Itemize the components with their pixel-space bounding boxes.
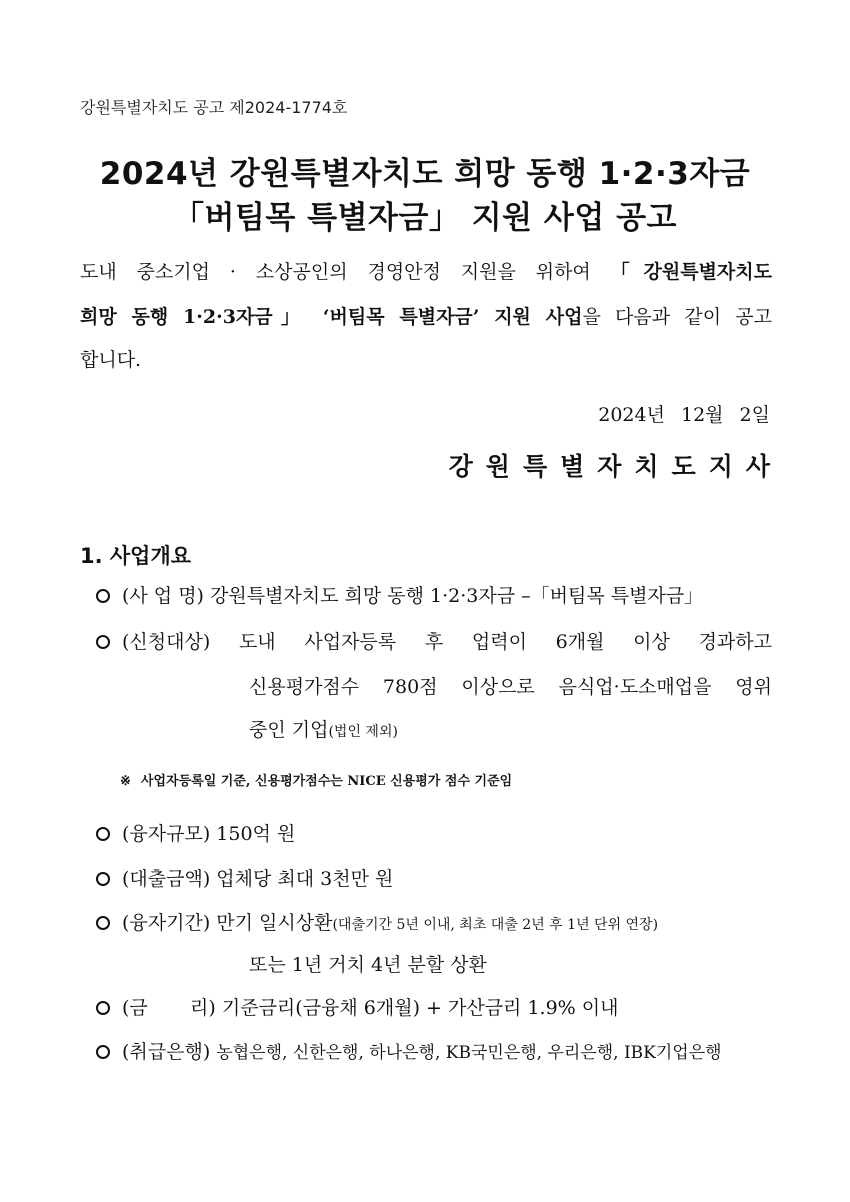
eligibility-exclusion: (법인 제외) — [328, 724, 398, 740]
list-item-project-name — [96, 585, 772, 607]
item-label: (사 업 명) — [122, 585, 204, 607]
list-item-banks — [96, 1041, 772, 1064]
item-label: (금 리) — [122, 997, 216, 1019]
circle-bullet-icon — [96, 827, 110, 841]
list-item-loan-scale — [96, 823, 772, 845]
intro-line1-text: 도내 중소기업 · 소상공인의 경영안정 지원을 위하여 — [80, 261, 611, 283]
loan-period-continued: 또는 1년 거치 4년 분할 상환 — [249, 954, 487, 976]
circle-bullet-icon — [96, 589, 110, 603]
item-label: (대출금액) — [122, 868, 211, 890]
list-item-interest-rate — [96, 997, 772, 1019]
eligibility-continued-1: 신용평가점수 780점 이상으로 음식업·도소매업을 영위 — [249, 676, 772, 698]
circle-bullet-icon — [96, 1045, 110, 1059]
intro-line2 — [80, 307, 772, 327]
intro-line3: 합니다. — [80, 349, 142, 371]
circle-bullet-icon — [96, 1001, 110, 1015]
circle-bullet-icon — [96, 916, 110, 930]
item-label: (융자기간) — [122, 912, 211, 934]
item-text: 만기 일시상환 — [216, 912, 333, 934]
intro-line2-bold: 희망 동행 1·2·3자금」 ‘버팀목 특별자금’ 지원 사업 — [80, 306, 583, 328]
document-title-line2: 「버팀목 특별자금」 지원 사업 공고 — [173, 200, 677, 236]
item-text-detail: (대출기간 5년 이내, 최초 대출 2년 후 1년 단위 연장) — [332, 917, 659, 933]
eligibility-text: 중인 기업 — [249, 719, 329, 741]
item-label: (융자규모) — [122, 823, 211, 845]
governor-signature: 강원특별자치도지사 — [448, 452, 783, 481]
item-label: (신청대상) — [122, 631, 211, 653]
intro-line1 — [80, 262, 772, 282]
item-text: 강원특별자치도 희망 동행 1·2·3자금 –「버팀목 특별자금」 — [210, 585, 704, 607]
item-text: 농협은행, 신한은행, 하나은행, KB국민은행, 우리은행, IBK기업은행 — [216, 1043, 722, 1063]
item-text: 150억 원 — [216, 823, 296, 845]
list-item-eligibility — [96, 631, 772, 653]
notice-number: 강원특별자치도 공고 제2024-1774호 — [80, 98, 348, 117]
document-title-line1: 2024년 강원특별자치도 희망 동행 1·2·3자금 — [99, 156, 751, 192]
item-text: 도내 사업자등록 후 업력이 6개월 이상 경과하고 — [238, 631, 772, 653]
list-item-loan-amount — [96, 868, 772, 890]
reference-mark-icon: ※ — [120, 774, 131, 789]
footnote — [120, 770, 512, 789]
eligibility-continued-2 — [249, 719, 772, 743]
notice-date: 2024년 12월 2일 — [598, 404, 770, 426]
circle-bullet-icon — [96, 635, 110, 649]
circle-bullet-icon — [96, 872, 110, 886]
intro-line1-bold: 「강원특별자치도 — [610, 261, 772, 283]
item-text: 업체당 최대 3천만 원 — [216, 868, 394, 890]
intro-line2-text: 을 다음과 같이 공고 — [582, 306, 773, 328]
item-label: (취급은행) — [122, 1041, 211, 1063]
list-item-loan-period — [96, 912, 772, 936]
section-heading: 1. 사업개요 — [80, 544, 192, 568]
footnote-text: 사업자등록일 기준, 신용평가점수는 NICE 신용평가 점수 기준임 — [140, 774, 513, 789]
item-text: 기준금리(금융채 6개월) + 가산금리 1.9% 이내 — [221, 997, 619, 1019]
